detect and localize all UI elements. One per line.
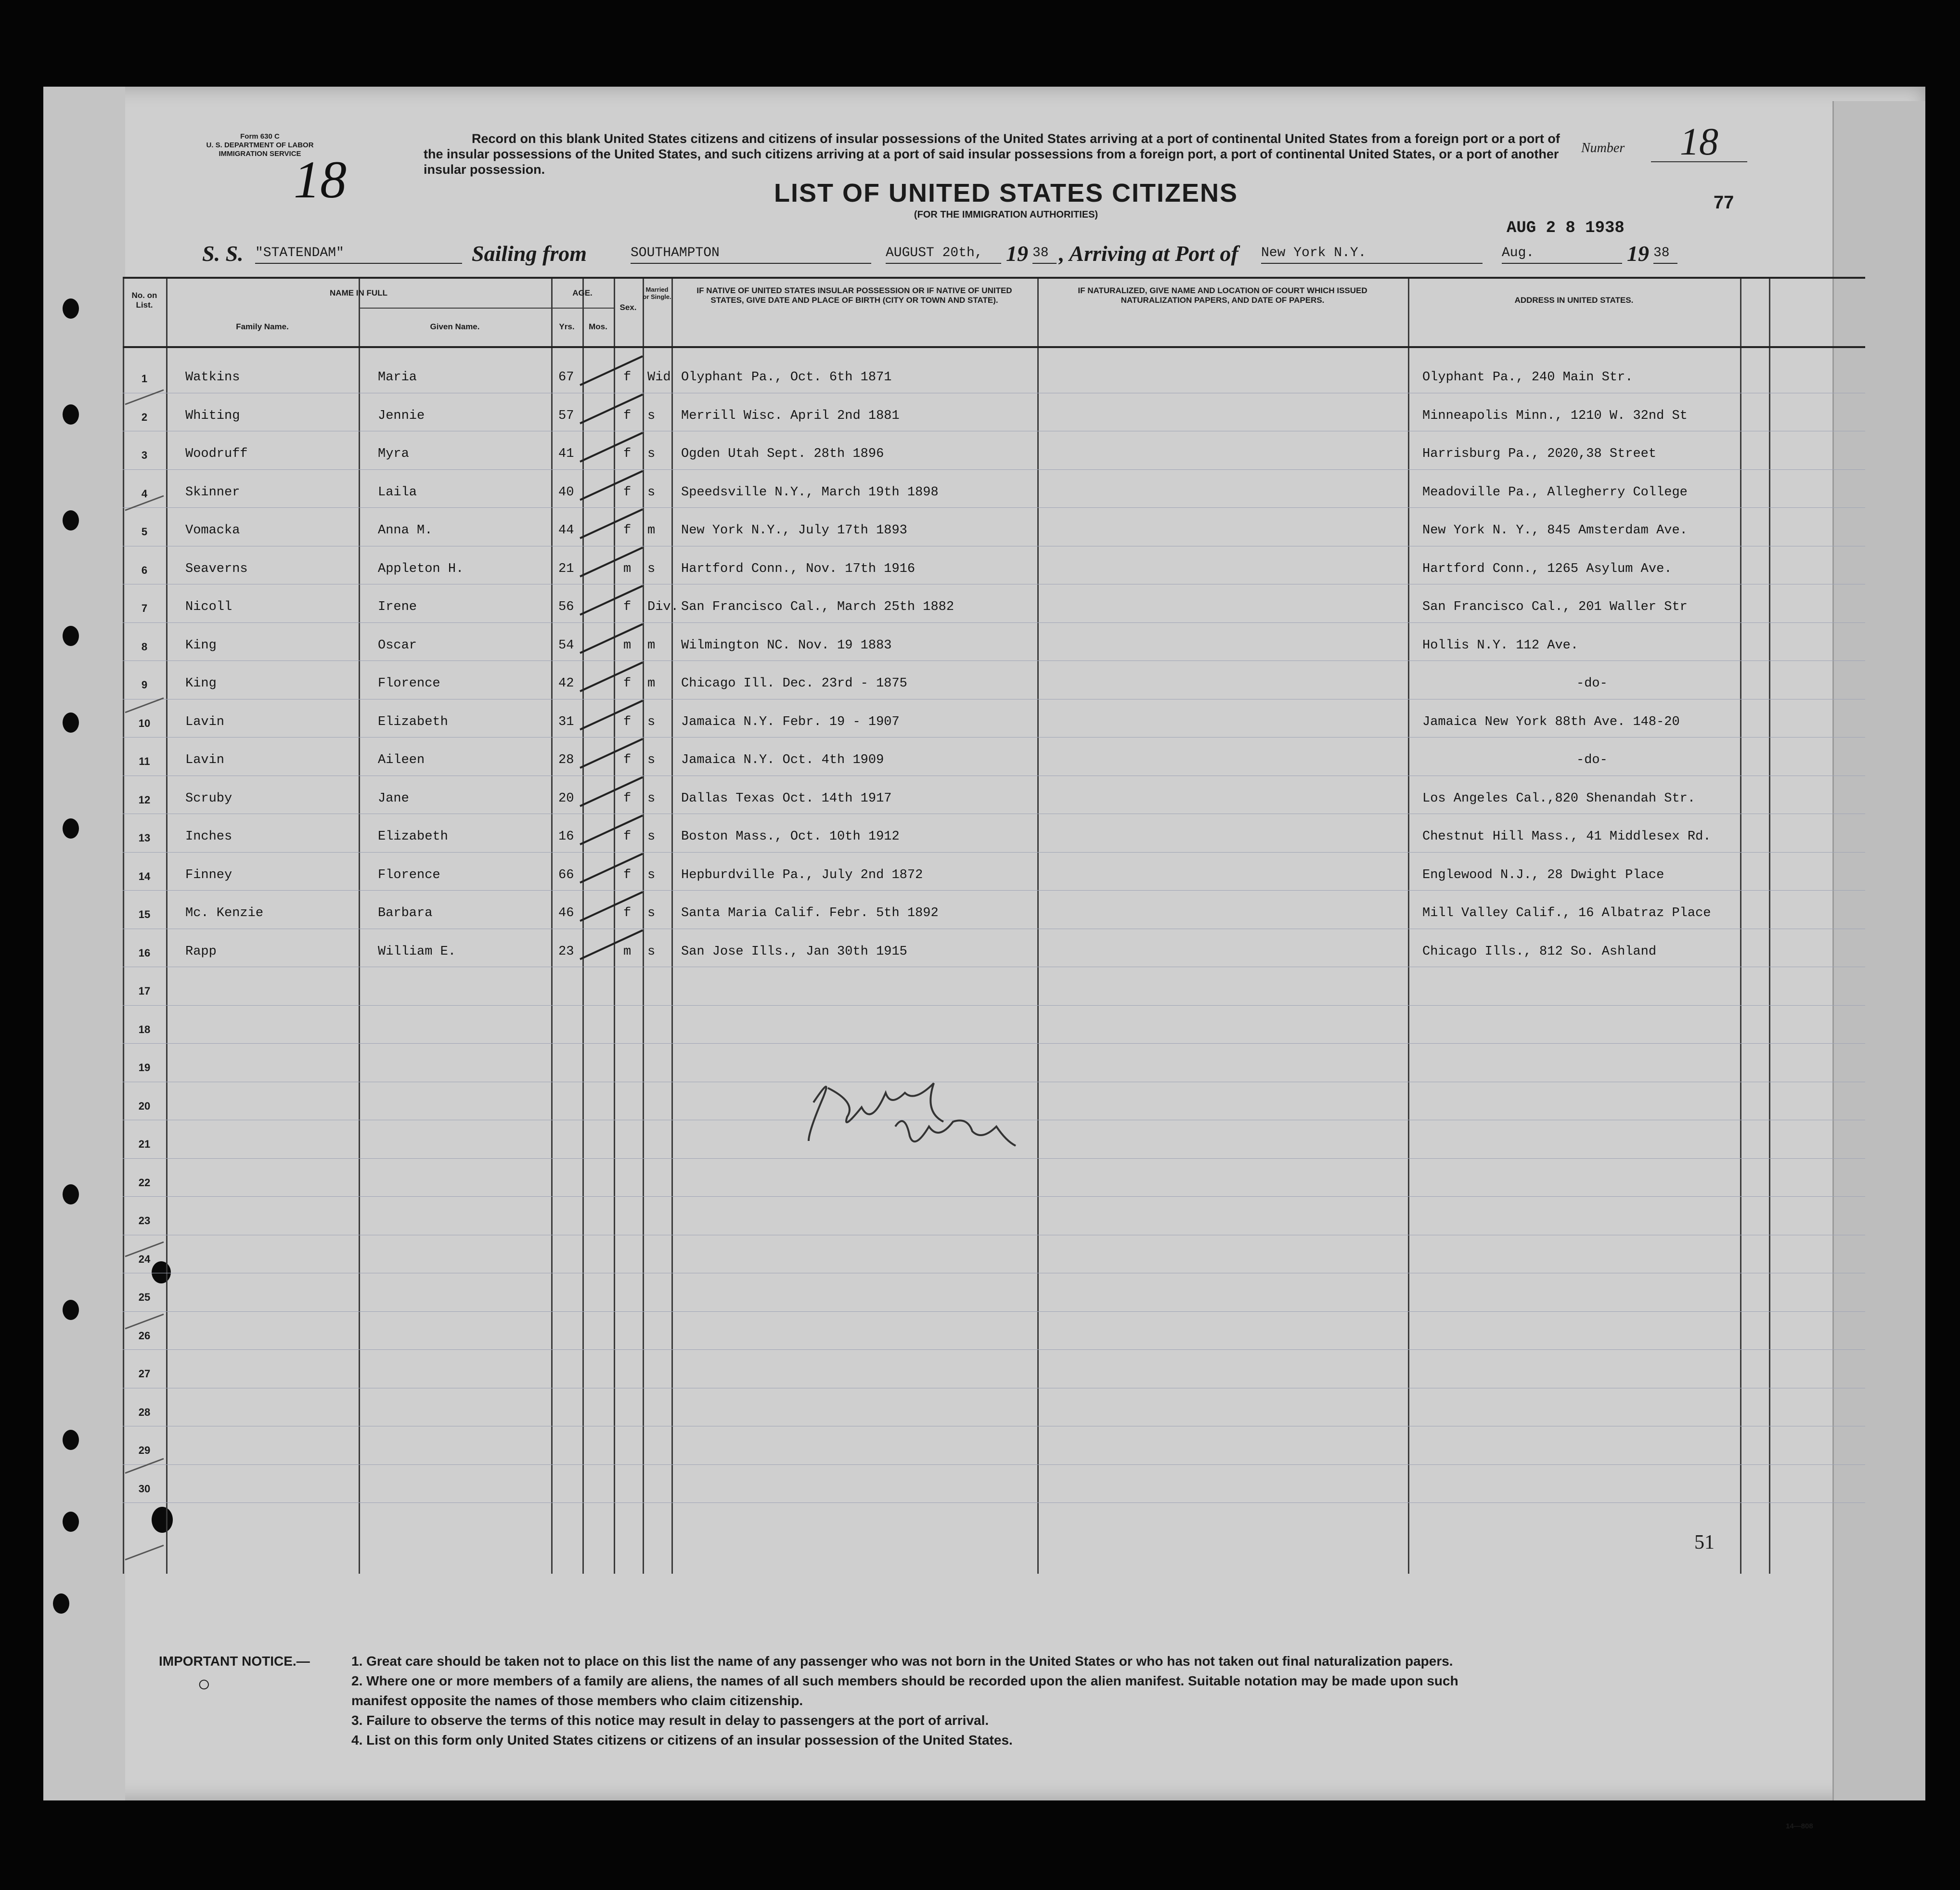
family-name-cell: Watkins bbox=[185, 370, 240, 385]
address-cell: Englewood N.J., 28 Dwight Place bbox=[1422, 867, 1664, 882]
address-cell: Meadoville Pa., Allegherry College bbox=[1422, 485, 1688, 500]
age-cell: 56 bbox=[558, 600, 574, 614]
age-cell: 21 bbox=[558, 561, 574, 576]
marital-status-cell: s bbox=[647, 447, 656, 461]
marital-status-cell: s bbox=[647, 791, 656, 806]
family-name-cell: Mc. Kenzie bbox=[185, 906, 264, 920]
address-cell: Hartford Conn., 1265 Asylum Ave. bbox=[1422, 561, 1672, 576]
family-name-cell: King bbox=[185, 638, 217, 653]
family-name-cell: Lavin bbox=[185, 714, 225, 729]
manifest-page bbox=[43, 87, 1925, 1830]
address-cell: Jamaica New York 88th Ave. 148-20 bbox=[1422, 714, 1680, 729]
row-number: 7 bbox=[141, 602, 148, 614]
marital-status-cell: s bbox=[647, 561, 656, 576]
birth-cell: Dallas Texas Oct. 14th 1917 bbox=[681, 791, 892, 806]
sex-cell: f bbox=[623, 791, 632, 806]
row-number: 3 bbox=[141, 449, 148, 461]
family-name-cell: King bbox=[185, 676, 217, 691]
notice-item: 1. Great care should be taken not to place on this list the name of any passenger who was not born in the United States or who has not taken out final naturalization papers. bbox=[351, 1654, 1453, 1669]
notice-heading: IMPORTANT NOTICE.— bbox=[159, 1654, 310, 1669]
row-number: 24 bbox=[138, 1253, 151, 1265]
age-cell: 44 bbox=[558, 523, 574, 538]
birth-cell: Olyphant Pa., Oct. 6th 1871 bbox=[681, 370, 892, 385]
row-number: 21 bbox=[138, 1138, 151, 1150]
birth-cell: Boston Mass., Oct. 10th 1912 bbox=[681, 829, 900, 844]
birth-cell: New York N.Y., July 17th 1893 bbox=[681, 523, 907, 538]
sailing-from-label: Sailing from bbox=[472, 241, 587, 266]
sex-cell: m bbox=[623, 944, 632, 959]
given-name-cell: Jane bbox=[378, 791, 409, 806]
col-header-sex: Sex. bbox=[619, 303, 637, 312]
marital-status-cell: m bbox=[647, 676, 656, 691]
address-cell: Harrisburg Pa., 2020,38 Street bbox=[1422, 447, 1657, 461]
row-number: 14 bbox=[138, 870, 151, 882]
family-name-cell: Skinner bbox=[185, 485, 240, 500]
arriving-label: , Arriving at Port of bbox=[1059, 241, 1238, 266]
address-cell: Chestnut Hill Mass., 41 Middlesex Rd. bbox=[1422, 829, 1711, 844]
arrival-year: 38 bbox=[1653, 246, 1677, 264]
handwritten-number: 18 bbox=[294, 150, 347, 209]
col-header-age: AGE. bbox=[572, 288, 593, 298]
col-header-family: Family Name. bbox=[236, 322, 289, 331]
col-header-address: ADDRESS IN UNITED STATES. bbox=[1514, 296, 1634, 305]
given-name-cell: Oscar bbox=[378, 638, 417, 653]
number-value: 18 bbox=[1651, 123, 1747, 162]
sex-cell: f bbox=[623, 906, 632, 920]
departure-date: AUGUST 20th, bbox=[886, 246, 1001, 264]
sex-cell: m bbox=[623, 638, 632, 653]
age-cell: 31 bbox=[558, 714, 574, 729]
address-cell: Mill Valley Calif., 16 Albatraz Place bbox=[1422, 906, 1711, 920]
age-cell: 42 bbox=[558, 676, 574, 691]
address-cell: Hollis N.Y. 112 Ave. bbox=[1422, 638, 1579, 653]
family-name-cell: Seaverns bbox=[185, 561, 248, 576]
birth-cell: Chicago Ill. Dec. 23rd - 1875 bbox=[681, 676, 907, 691]
notice-item: manifest opposite the names of those members who claim citizenship. bbox=[351, 1693, 803, 1708]
birth-cell: Jamaica N.Y. Febr. 19 - 1907 bbox=[681, 714, 900, 729]
given-name-cell: Jennie bbox=[378, 408, 425, 423]
notice-item: 3. Failure to observe the terms of this notice may result in delay to passengers at the port of arrival. bbox=[351, 1713, 989, 1728]
age-cell: 67 bbox=[558, 370, 574, 385]
row-number: 12 bbox=[138, 793, 151, 806]
family-name-cell: Inches bbox=[185, 829, 232, 844]
address-cell: Chicago Ills., 812 So. Ashland bbox=[1422, 944, 1657, 959]
row-number: 13 bbox=[138, 832, 151, 844]
address-cell: Minneapolis Minn., 1210 W. 32nd St bbox=[1422, 408, 1688, 423]
marital-status-cell: s bbox=[647, 714, 656, 729]
given-name-cell: Appleton H. bbox=[378, 561, 464, 576]
page-number: 51 bbox=[1694, 1531, 1715, 1553]
col-header-naturalized: IF NATURALIZED, GIVE NAME AND LOCATION OF COURT WHICH ISSUED NATURALIZATION PAPERS, AND DATE OF PAPERS. bbox=[1078, 286, 1367, 305]
form-id: Form 630 C bbox=[240, 132, 280, 141]
birth-cell: Wilmington NC. Nov. 19 1883 bbox=[681, 638, 892, 653]
row-number: 15 bbox=[138, 908, 151, 920]
col-header-mos: Mos. bbox=[589, 322, 607, 331]
row-number: 10 bbox=[138, 717, 151, 729]
given-name-cell: Myra bbox=[378, 447, 409, 461]
sex-cell: f bbox=[623, 408, 632, 423]
age-cell: 40 bbox=[558, 485, 574, 500]
birth-cell: San Francisco Cal., March 25th 1882 bbox=[681, 600, 954, 614]
birth-cell: Jamaica N.Y. Oct. 4th 1909 bbox=[681, 753, 884, 767]
birth-cell: Santa Maria Calif. Febr. 5th 1892 bbox=[681, 906, 939, 920]
marital-status-cell: m bbox=[647, 523, 656, 538]
row-number: 2 bbox=[141, 411, 148, 423]
number-label: Number bbox=[1581, 141, 1625, 155]
reinforced-hole: ○ bbox=[197, 1671, 211, 1696]
address-cell: -do- bbox=[1576, 676, 1608, 691]
birth-cell: San Jose Ills., Jan 30th 1915 bbox=[681, 944, 907, 959]
sex-cell: f bbox=[623, 600, 632, 614]
marital-status-cell: s bbox=[647, 408, 656, 423]
page-subtitle: (FOR THE IMMIGRATION AUTHORITIES) bbox=[914, 209, 1098, 220]
sex-cell: f bbox=[623, 753, 632, 767]
family-name-cell: Nicoll bbox=[185, 600, 232, 614]
arrival-month: Aug. bbox=[1502, 246, 1622, 264]
page-title: LIST OF UNITED STATES CITIZENS bbox=[774, 179, 1238, 207]
col-header-given: Given Name. bbox=[430, 322, 480, 331]
row-number: 29 bbox=[138, 1444, 151, 1456]
address-cell: New York N. Y., 845 Amsterdam Ave. bbox=[1422, 523, 1688, 538]
family-name-cell: Whiting bbox=[185, 408, 240, 423]
handwritten-signature bbox=[43, 87, 1925, 1800]
row-number: 11 bbox=[139, 755, 150, 767]
row-number: 27 bbox=[138, 1368, 151, 1380]
sex-cell: m bbox=[623, 561, 632, 576]
birth-cell: Hepburdville Pa., July 2nd 1872 bbox=[681, 867, 923, 882]
family-name-cell: Woodruff bbox=[185, 447, 248, 461]
given-name-cell: Anna M. bbox=[378, 523, 433, 538]
sex-cell: f bbox=[623, 370, 632, 385]
record-instructions: Record on this blank United States citizens and citizens of insular possessions of the United States arriving at a port of continental United States from a foreign port or a port of the insular possessions of the United States, and such citizens arriving at a port of said insular possessions from a foreign port, a port of continental United States, or a port of another insular possession. bbox=[424, 131, 1560, 177]
birth-cell: Merrill Wisc. April 2nd 1881 bbox=[681, 408, 900, 423]
row-number: 1 bbox=[141, 373, 148, 385]
birth-cell: Hartford Conn., Nov. 17th 1916 bbox=[681, 561, 916, 576]
age-cell: 23 bbox=[558, 944, 574, 959]
row-number: 6 bbox=[141, 564, 148, 576]
given-name-cell: Barbara bbox=[378, 906, 433, 920]
marital-status-cell: Div. bbox=[647, 600, 679, 614]
sex-cell: f bbox=[623, 485, 632, 500]
row-number: 5 bbox=[141, 526, 148, 538]
marital-status-cell: s bbox=[647, 906, 656, 920]
row-number: 22 bbox=[138, 1176, 151, 1189]
family-name-cell: Rapp bbox=[185, 944, 217, 959]
row-number: 28 bbox=[138, 1406, 151, 1418]
row-number: 9 bbox=[141, 679, 148, 691]
row-number: 19 bbox=[138, 1062, 151, 1074]
ss-label: S. S. bbox=[202, 241, 244, 266]
sex-cell: f bbox=[623, 867, 632, 882]
marital-status-cell: s bbox=[647, 485, 656, 500]
family-name-cell: Finney bbox=[185, 867, 232, 882]
address-cell: Olyphant Pa., 240 Main Str. bbox=[1422, 370, 1633, 385]
age-cell: 54 bbox=[558, 638, 574, 653]
given-name-cell: Florence bbox=[378, 867, 440, 882]
age-cell: 41 bbox=[558, 447, 574, 461]
given-name-cell: William E. bbox=[378, 944, 456, 959]
sex-cell: f bbox=[623, 829, 632, 844]
year-prefix: 19 bbox=[1006, 241, 1028, 266]
row-number: 8 bbox=[141, 640, 148, 653]
given-name-cell: Elizabeth bbox=[378, 829, 448, 844]
family-name-cell: Vomacka bbox=[185, 523, 240, 538]
service-name: IMMIGRATION SERVICE bbox=[219, 150, 301, 158]
col-header-no: No. on List. bbox=[131, 291, 157, 310]
address-cell: San Francisco Cal., 201 Waller Str bbox=[1422, 600, 1688, 614]
row-number: 17 bbox=[138, 985, 151, 997]
arrival-date-stamp: AUG 2 8 1938 bbox=[1507, 219, 1625, 237]
marital-status-cell: s bbox=[647, 829, 656, 844]
marital-status-cell: s bbox=[647, 753, 656, 767]
age-cell: 66 bbox=[558, 867, 574, 882]
row-number: 18 bbox=[138, 1023, 151, 1036]
marital-status-cell: s bbox=[647, 944, 656, 959]
age-cell: 46 bbox=[558, 906, 574, 920]
col-header-birth: IF NATIVE OF UNITED STATES INSULAR POSSESSION OR IF NATIVE OF UNITED STATES, GIVE DATE AND PLACE OF BIRTH (CITY OR TOWN AND STATE). bbox=[696, 286, 1012, 305]
given-name-cell: Elizabeth bbox=[378, 714, 448, 729]
sex-cell: f bbox=[623, 676, 632, 691]
departure-year: 38 bbox=[1032, 246, 1057, 264]
row-number: 23 bbox=[138, 1215, 151, 1227]
address-cell: -do- bbox=[1576, 753, 1608, 767]
given-name-cell: Florence bbox=[378, 676, 440, 691]
year-prefix-2: 19 bbox=[1627, 241, 1649, 266]
row-number: 4 bbox=[141, 487, 148, 500]
given-name-cell: Laila bbox=[378, 485, 417, 500]
given-name-cell: Irene bbox=[378, 600, 417, 614]
row-number: 20 bbox=[138, 1100, 151, 1112]
address-cell: Los Angeles Cal.,820 Shenandah Str. bbox=[1422, 791, 1696, 806]
family-name-cell: Lavin bbox=[185, 753, 225, 767]
given-name-cell: Maria bbox=[378, 370, 417, 385]
sex-cell: f bbox=[623, 714, 632, 729]
stamp-number: 77 bbox=[1714, 193, 1734, 213]
age-cell: 28 bbox=[558, 753, 574, 767]
row-number: 16 bbox=[138, 946, 151, 959]
sex-cell: f bbox=[623, 447, 632, 461]
age-cell: 57 bbox=[558, 408, 574, 423]
birth-cell: Speedsville N.Y., March 19th 1898 bbox=[681, 485, 939, 500]
age-cell: 16 bbox=[558, 829, 574, 844]
marital-status-cell: m bbox=[647, 638, 656, 653]
family-name-cell: Scruby bbox=[185, 791, 232, 806]
departure-port: SOUTHAMPTON bbox=[631, 246, 871, 264]
given-name-cell: Aileen bbox=[378, 753, 425, 767]
department-name: U. S. DEPARTMENT OF LABOR bbox=[206, 141, 314, 149]
form-code: 14—808 bbox=[1786, 1822, 1813, 1830]
sex-cell: f bbox=[623, 523, 632, 538]
birth-cell: Ogden Utah Sept. 28th 1896 bbox=[681, 447, 884, 461]
marital-status-cell: s bbox=[647, 867, 656, 882]
col-header-married: Married or Single. bbox=[643, 286, 671, 300]
age-cell: 20 bbox=[558, 791, 574, 806]
marital-status-cell: Wid bbox=[647, 370, 671, 385]
arrival-port: New York N.Y. bbox=[1261, 246, 1483, 264]
col-header-yrs: Yrs. bbox=[559, 322, 575, 331]
notice-item: 2. Where one or more members of a family are aliens, the names of all such members should be recorded upon the alien manifest. Suitable notation may be made upon such bbox=[351, 1673, 1458, 1688]
row-number: 25 bbox=[138, 1291, 151, 1303]
col-header-name: NAME IN FULL bbox=[330, 288, 387, 298]
row-number: 30 bbox=[138, 1482, 151, 1495]
row-number: 26 bbox=[138, 1329, 151, 1342]
ship-name: "STATENDAM" bbox=[255, 246, 462, 264]
notice-item: 4. List on this form only United States citizens or citizens of an insular possession of the United States. bbox=[351, 1733, 1013, 1748]
